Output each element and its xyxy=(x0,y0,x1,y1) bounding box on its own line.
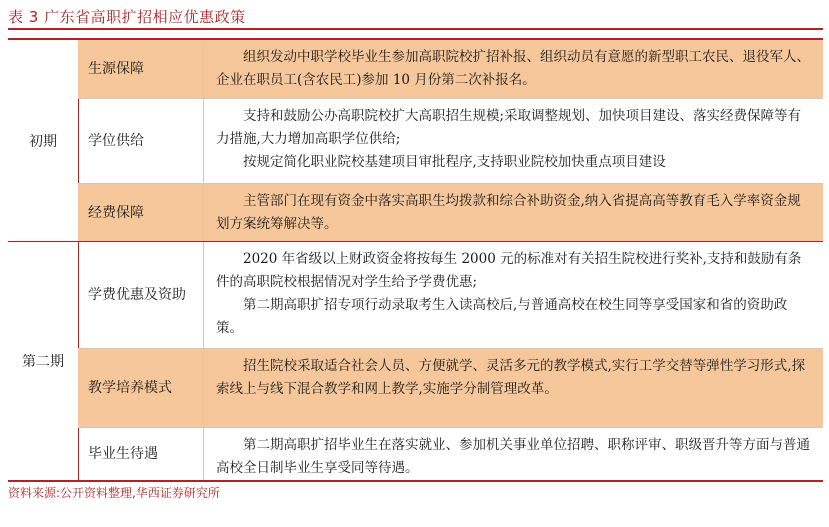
table-row xyxy=(78,40,823,98)
table-row xyxy=(78,349,823,427)
content-paragraph: 支持和鼓励公办高职院校扩大高职招生规模;采取调整规划、加快项目建设、落实经费保障等有力措施,大力增加高职学位供给; xyxy=(216,108,802,147)
table-row xyxy=(78,99,823,183)
content-cell xyxy=(204,40,823,98)
title-rule xyxy=(8,28,823,30)
table-title: 表 3 广东省高职扩招相应优惠政策 xyxy=(8,8,246,26)
content-cell xyxy=(204,242,823,348)
content-paragraph: 组织发动中职学校毕业生参加高职院校扩招补报、组织动员有意愿的新型职工农民、退役军人、企业在职员工(含农民工)参加 10 月份第二次补报名。 xyxy=(216,49,810,88)
content-paragraph: 按规定简化职业院校基建项目审批程序,支持职业院校加快重点项目建设 xyxy=(243,154,666,170)
category-cell: 教学培养模式 xyxy=(78,349,204,427)
policy-table xyxy=(8,38,823,482)
category-cell: 学位供给 xyxy=(78,99,204,183)
category-cell: 毕业生待遇 xyxy=(78,428,204,480)
content-paragraph: 第二期高职扩招专项行动录取考生入读高校后,与普通高校在校生同等享受国家和省的资助政策。 xyxy=(216,297,788,336)
content-paragraph: 2020 年省级以上财政资金将按每生 2000 元的标准对有关招生院校进行奖补,支持和鼓励有条件的高职院校根据情况对学生给予学费优惠; xyxy=(216,251,802,290)
phase-label-initial: 初期 xyxy=(8,40,79,241)
content-paragraph: 第二期高职扩招毕业生在落实就业、参加机关事业单位招聘、职称评审、职级晋升等方面与普通高校全日制毕业生享受同等待遇。 xyxy=(216,437,810,476)
content-cell xyxy=(204,99,823,183)
phase-label-second: 第二期 xyxy=(8,242,79,480)
category-cell: 学费优惠及资助 xyxy=(78,242,204,348)
table-row xyxy=(78,184,823,241)
source-note: 资料来源:公开资料整理,华西证券研究所 xyxy=(8,486,220,500)
content-cell xyxy=(204,428,823,480)
content-paragraph: 主管部门在现有资金中落实高职生均拨款和综合补助资金,纳入省提高高等教育毛入学率资金规划方案统筹解决等。 xyxy=(216,193,801,232)
content-cell xyxy=(204,184,823,241)
category-cell: 生源保障 xyxy=(78,40,204,98)
category-cell: 经费保障 xyxy=(78,184,204,241)
content-paragraph: 招生院校采取适合社会人员、方便就学、灵活多元的教学模式,实行工学交替等弹性学习形式,探索线上与线下混合教学和网上教学,实施学分制管理改革。 xyxy=(216,358,806,397)
content-cell xyxy=(204,349,823,427)
table-row xyxy=(78,428,823,480)
table-row xyxy=(78,242,823,348)
